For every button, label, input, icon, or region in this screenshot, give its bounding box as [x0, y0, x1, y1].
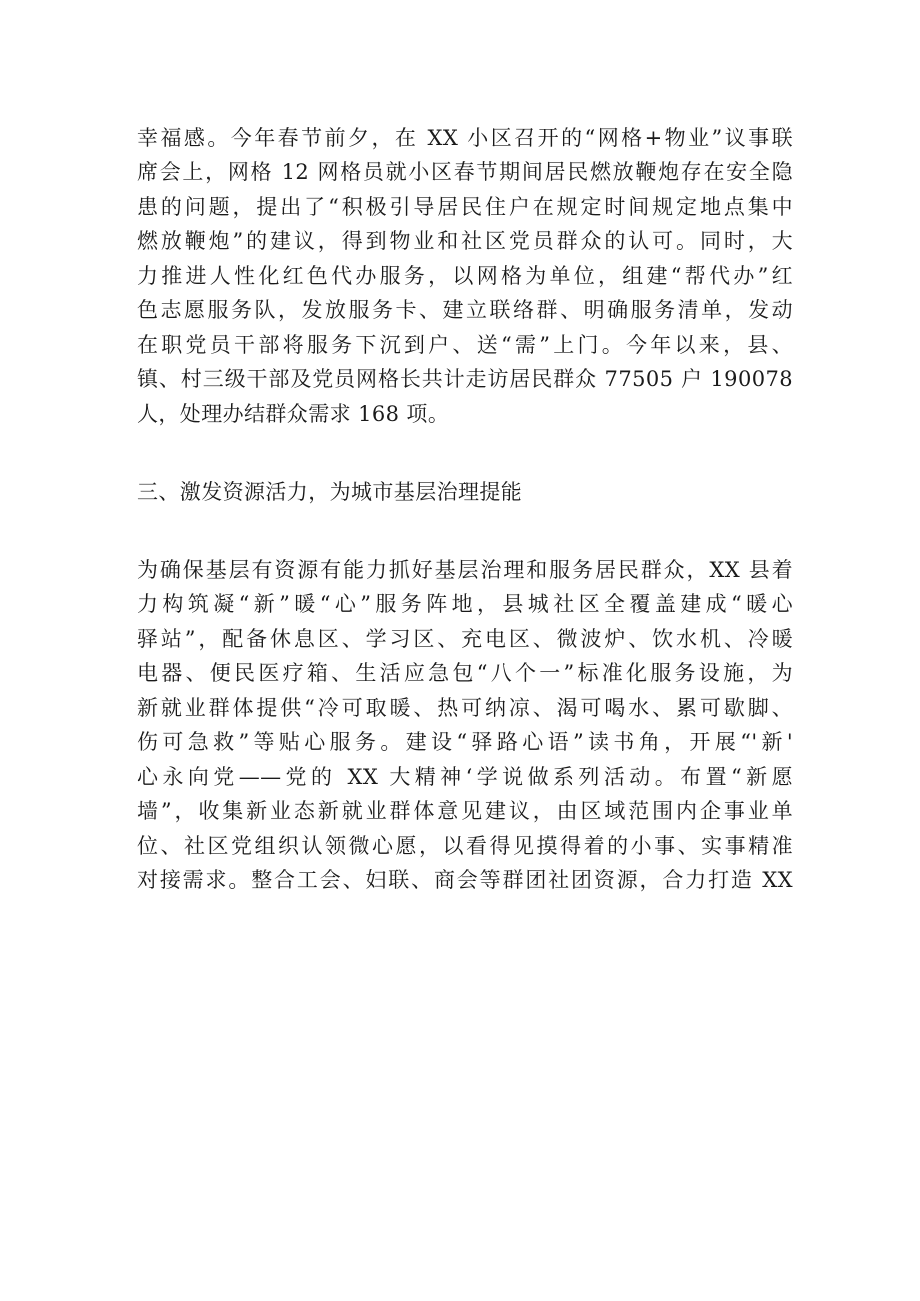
paragraph-1-line-7: 在职党员干部将服务下沉到户、送“需”上门。今年以来，县、	[137, 333, 793, 357]
paragraph-2-line-5: 新就业群体提供“冷可取暖、热可纳凉、渴可喝水、累可歇脚、	[137, 696, 793, 720]
paragraph-2-line-3: 驿站”，配备休息区、学习区、充电区、微波炉、饮水机、冷暖	[137, 627, 793, 651]
paragraph-1-line-2: 席会上，网格 12 网格员就小区春节期间居民燃放鞭炮存在安全隐	[137, 160, 793, 184]
paragraph-1-line-8: 镇、村三级干部及党员网格长共计走访居民群众 77505 户 190078	[137, 367, 793, 391]
paragraph-2-line-9: 位、社区党组织认领微心愿，以看得见摸得着的小事、实事精准	[137, 834, 793, 858]
paragraph-1-line-3: 患的问题，提出了“积极引导居民住户在规定时间规定地点集中	[137, 195, 793, 219]
paragraph-1-line-4: 燃放鞭炮”的建议，得到物业和社区党员群众的认可。同时，大	[137, 229, 793, 253]
paragraph-1-line-6: 色志愿服务队，发放服务卡、建立联络群、明确服务清单，发动	[137, 298, 793, 322]
paragraph-2-line-6: 伤可急救”等贴心服务。建设“驿路心语”读书角，开展“'新'	[137, 730, 793, 754]
paragraph-2-line-2: 力构筑凝“新”暖“心”服务阵地，县城社区全覆盖建成“暖心	[137, 592, 793, 616]
paragraph-1-line-5: 力推进人性化红色代办服务，以网格为单位，组建“帮代办”红	[137, 264, 793, 288]
paragraph-1-line-1: 幸福感。今年春节前夕，在 XX 小区召开的“网格+物业”议事联	[137, 126, 793, 150]
paragraph-1-line-9: 人，处理办结群众需求 168 项。	[137, 402, 450, 426]
paragraph-2-line-8: 墙”，收集新业态新就业群体意见建议，由区域范围内企事业单	[137, 799, 793, 823]
paragraph-2-line-10: 对接需求。整合工会、妇联、商会等群团社团资源，合力打造 XX	[137, 868, 793, 892]
paragraph-2-line-7: 心永向党——党的 XX 大精神‘学说做系列活动。布置“新愿	[137, 765, 793, 789]
section-heading: 三、激发资源活力，为城市基层治理提能	[137, 480, 523, 504]
paragraph-2-line-1: 为确保基层有资源有能力抓好基层治理和服务居民群众，XX 县着	[137, 558, 793, 582]
paragraph-2-line-4: 电器、便民医疗箱、生活应急包“八个一”标准化服务设施，为	[137, 661, 793, 685]
